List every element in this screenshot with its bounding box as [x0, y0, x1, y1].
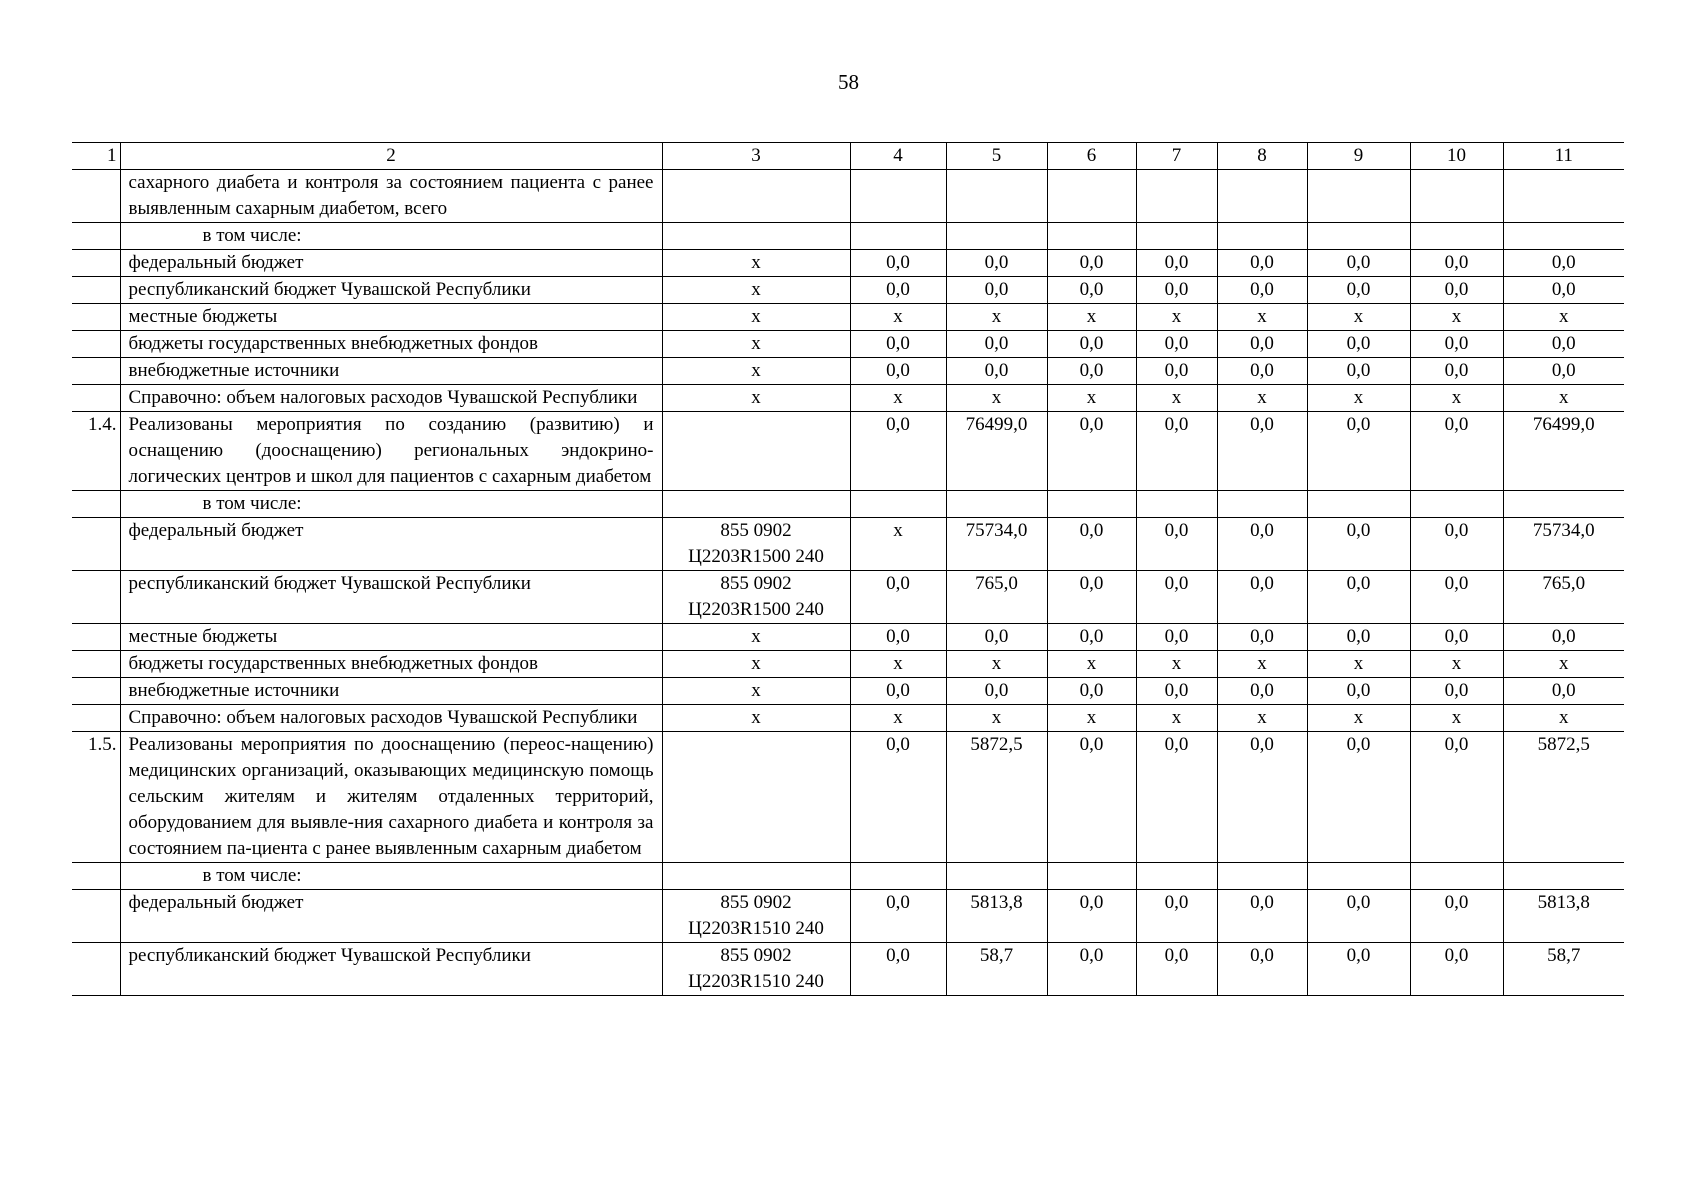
value-cell-col-10: 0,0: [1410, 250, 1503, 277]
page-number: 58: [838, 70, 859, 94]
row-number-cell: [72, 678, 120, 705]
value-cell-col-6: х: [1047, 651, 1136, 678]
row-name-cell: бюджеты государственных внебюджетных фондов: [120, 331, 662, 358]
value-cell-col-4: 0,0: [850, 624, 946, 651]
value-cell-col-9: 0,0: [1307, 518, 1410, 571]
row-name-cell: федеральный бюджет: [120, 518, 662, 571]
value-cell-col-6: [1047, 491, 1136, 518]
value-cell-col-11: х: [1503, 705, 1624, 732]
row-number-cell: [72, 223, 120, 250]
value-cell-col-9: 0,0: [1307, 358, 1410, 385]
value-cell-col-5: 0,0: [946, 277, 1047, 304]
column-header-11: 11: [1503, 143, 1624, 170]
value-cell-col-10: х: [1410, 385, 1503, 412]
value-cell-col-6: х: [1047, 385, 1136, 412]
row-number-cell: 1.5.: [72, 732, 120, 863]
value-cell-col-6: 0,0: [1047, 943, 1136, 996]
value-cell-col-9: 0,0: [1307, 277, 1410, 304]
value-cell-col-5: 0,0: [946, 358, 1047, 385]
value-cell-col-8: 0,0: [1217, 943, 1307, 996]
value-cell-col-4: [850, 491, 946, 518]
value-cell-col-8: [1217, 863, 1307, 890]
value-cell-col-8: х: [1217, 304, 1307, 331]
column-header-7: 7: [1136, 143, 1217, 170]
value-cell-col-7: [1136, 170, 1217, 223]
table-row: [72, 304, 1624, 331]
column-header-2: 2: [120, 143, 662, 170]
value-cell-col-8: 0,0: [1217, 331, 1307, 358]
value-cell-col-11: 58,7: [1503, 943, 1624, 996]
table-row: [72, 518, 1624, 571]
budget-code-cell: 855 0902 Ц2203R1500 240: [662, 571, 850, 624]
table-row: [72, 571, 1624, 624]
value-cell-col-10: 0,0: [1410, 331, 1503, 358]
value-cell-col-9: х: [1307, 385, 1410, 412]
budget-code-cell: [662, 223, 850, 250]
budget-table: [72, 142, 1624, 996]
value-cell-col-10: 0,0: [1410, 412, 1503, 491]
value-cell-col-4: [850, 223, 946, 250]
column-header-6: 6: [1047, 143, 1136, 170]
table-body: [72, 170, 1624, 996]
budget-code-cell: х: [662, 358, 850, 385]
row-number-cell: [72, 624, 120, 651]
value-cell-col-4: 0,0: [850, 412, 946, 491]
value-cell-col-5: х: [946, 385, 1047, 412]
table-row: [72, 250, 1624, 277]
value-cell-col-6: [1047, 863, 1136, 890]
value-cell-col-7: 0,0: [1136, 624, 1217, 651]
value-cell-col-9: 0,0: [1307, 571, 1410, 624]
value-cell-col-5: 5872,5: [946, 732, 1047, 863]
value-cell-col-10: х: [1410, 304, 1503, 331]
value-cell-col-10: [1410, 223, 1503, 250]
budget-code-cell: [662, 170, 850, 223]
budget-code-cell: х: [662, 385, 850, 412]
column-header-1: 1: [72, 143, 120, 170]
table-row: [72, 624, 1624, 651]
column-header-8: 8: [1217, 143, 1307, 170]
row-name-cell: в том числе:: [120, 223, 662, 250]
value-cell-col-6: х: [1047, 705, 1136, 732]
value-cell-col-11: 0,0: [1503, 250, 1624, 277]
value-cell-col-11: 76499,0: [1503, 412, 1624, 491]
row-number-cell: [72, 571, 120, 624]
value-cell-col-7: 0,0: [1136, 943, 1217, 996]
value-cell-col-11: х: [1503, 385, 1624, 412]
row-number-cell: [72, 277, 120, 304]
value-cell-col-6: [1047, 223, 1136, 250]
value-cell-col-8: х: [1217, 705, 1307, 732]
value-cell-col-10: 0,0: [1410, 358, 1503, 385]
value-cell-col-9: 0,0: [1307, 250, 1410, 277]
value-cell-col-9: 0,0: [1307, 412, 1410, 491]
row-number-cell: [72, 491, 120, 518]
budget-code-cell: [662, 491, 850, 518]
table-row: [72, 412, 1624, 491]
value-cell-col-9: 0,0: [1307, 678, 1410, 705]
value-cell-col-5: [946, 170, 1047, 223]
value-cell-col-6: 0,0: [1047, 518, 1136, 571]
value-cell-col-6: 0,0: [1047, 571, 1136, 624]
value-cell-col-8: [1217, 491, 1307, 518]
value-cell-col-5: [946, 223, 1047, 250]
value-cell-col-10: 0,0: [1410, 624, 1503, 651]
value-cell-col-8: 0,0: [1217, 678, 1307, 705]
value-cell-col-5: 0,0: [946, 678, 1047, 705]
table-row: [72, 331, 1624, 358]
value-cell-col-6: 0,0: [1047, 277, 1136, 304]
value-cell-col-4: 0,0: [850, 571, 946, 624]
value-cell-col-10: [1410, 491, 1503, 518]
table-row: [72, 943, 1624, 996]
value-cell-col-4: х: [850, 304, 946, 331]
value-cell-col-10: 0,0: [1410, 890, 1503, 943]
budget-code-cell: х: [662, 624, 850, 651]
value-cell-col-4: 0,0: [850, 331, 946, 358]
value-cell-col-7: [1136, 223, 1217, 250]
table-row: [72, 491, 1624, 518]
value-cell-col-8: х: [1217, 651, 1307, 678]
value-cell-col-4: 0,0: [850, 250, 946, 277]
value-cell-col-11: [1503, 863, 1624, 890]
value-cell-col-7: [1136, 491, 1217, 518]
value-cell-col-5: 76499,0: [946, 412, 1047, 491]
row-name-cell: внебюджетные источники: [120, 678, 662, 705]
value-cell-col-9: 0,0: [1307, 890, 1410, 943]
value-cell-col-4: 0,0: [850, 732, 946, 863]
value-cell-col-6: 0,0: [1047, 250, 1136, 277]
value-cell-col-5: 58,7: [946, 943, 1047, 996]
value-cell-col-4: х: [850, 705, 946, 732]
value-cell-col-10: 0,0: [1410, 732, 1503, 863]
row-number-cell: [72, 705, 120, 732]
column-header-10: 10: [1410, 143, 1503, 170]
value-cell-col-10: [1410, 863, 1503, 890]
value-cell-col-7: х: [1136, 385, 1217, 412]
value-cell-col-7: х: [1136, 304, 1217, 331]
row-number-cell: [72, 890, 120, 943]
row-number-cell: [72, 943, 120, 996]
value-cell-col-10: х: [1410, 651, 1503, 678]
budget-code-cell: х: [662, 277, 850, 304]
value-cell-col-4: [850, 863, 946, 890]
value-cell-col-4: 0,0: [850, 943, 946, 996]
row-name-cell: республиканский бюджет Чувашской Республики: [120, 571, 662, 624]
value-cell-col-11: 75734,0: [1503, 518, 1624, 571]
value-cell-col-11: [1503, 491, 1624, 518]
budget-code-cell: [662, 863, 850, 890]
value-cell-col-7: [1136, 863, 1217, 890]
row-name-cell: Справочно: объем налоговых расходов Чувашской Республики: [120, 705, 662, 732]
value-cell-col-8: 0,0: [1217, 571, 1307, 624]
value-cell-col-4: 0,0: [850, 277, 946, 304]
row-name-cell: республиканский бюджет Чувашской Республики: [120, 943, 662, 996]
value-cell-col-5: 5813,8: [946, 890, 1047, 943]
budget-code-cell: 855 0902 Ц2203R1500 240: [662, 518, 850, 571]
row-name-cell: федеральный бюджет: [120, 890, 662, 943]
value-cell-col-11: х: [1503, 304, 1624, 331]
value-cell-col-6: 0,0: [1047, 358, 1136, 385]
value-cell-col-7: 0,0: [1136, 412, 1217, 491]
row-name-cell: республиканский бюджет Чувашской Республики: [120, 277, 662, 304]
value-cell-col-5: [946, 491, 1047, 518]
row-name-cell: бюджеты государственных внебюджетных фондов: [120, 651, 662, 678]
value-cell-col-6: 0,0: [1047, 890, 1136, 943]
row-number-cell: [72, 358, 120, 385]
value-cell-col-9: [1307, 170, 1410, 223]
value-cell-col-7: 0,0: [1136, 277, 1217, 304]
value-cell-col-8: 0,0: [1217, 358, 1307, 385]
value-cell-col-10: х: [1410, 705, 1503, 732]
value-cell-col-5: х: [946, 651, 1047, 678]
value-cell-col-6: 0,0: [1047, 678, 1136, 705]
column-header-3: 3: [662, 143, 850, 170]
row-number-cell: [72, 250, 120, 277]
value-cell-col-8: х: [1217, 385, 1307, 412]
value-cell-col-7: 0,0: [1136, 571, 1217, 624]
value-cell-col-4: х: [850, 385, 946, 412]
budget-code-cell: х: [662, 250, 850, 277]
value-cell-col-9: [1307, 863, 1410, 890]
row-name-cell: федеральный бюджет: [120, 250, 662, 277]
row-number-cell: [72, 518, 120, 571]
value-cell-col-9: 0,0: [1307, 331, 1410, 358]
column-header-9: 9: [1307, 143, 1410, 170]
value-cell-col-5: 0,0: [946, 250, 1047, 277]
value-cell-col-8: 0,0: [1217, 250, 1307, 277]
value-cell-col-5: 0,0: [946, 331, 1047, 358]
value-cell-col-7: 0,0: [1136, 732, 1217, 863]
value-cell-col-8: [1217, 170, 1307, 223]
budget-code-cell: [662, 412, 850, 491]
value-cell-col-8: 0,0: [1217, 518, 1307, 571]
table-row: [72, 678, 1624, 705]
value-cell-col-11: 5813,8: [1503, 890, 1624, 943]
value-cell-col-11: х: [1503, 651, 1624, 678]
value-cell-col-11: [1503, 223, 1624, 250]
budget-code-cell: х: [662, 651, 850, 678]
value-cell-col-9: х: [1307, 705, 1410, 732]
value-cell-col-9: 0,0: [1307, 943, 1410, 996]
table-row: [72, 863, 1624, 890]
value-cell-col-5: х: [946, 705, 1047, 732]
value-cell-col-7: 0,0: [1136, 358, 1217, 385]
value-cell-col-11: 5872,5: [1503, 732, 1624, 863]
value-cell-col-7: 0,0: [1136, 890, 1217, 943]
value-cell-col-4: 0,0: [850, 678, 946, 705]
table-row: [72, 705, 1624, 732]
row-number-cell: [72, 331, 120, 358]
row-number-cell: 1.4.: [72, 412, 120, 491]
value-cell-col-7: 0,0: [1136, 331, 1217, 358]
value-cell-col-7: х: [1136, 651, 1217, 678]
value-cell-col-10: 0,0: [1410, 678, 1503, 705]
table-row: [72, 223, 1624, 250]
value-cell-col-10: [1410, 170, 1503, 223]
row-number-cell: [72, 385, 120, 412]
value-cell-col-8: [1217, 223, 1307, 250]
value-cell-col-4: х: [850, 518, 946, 571]
value-cell-col-9: [1307, 223, 1410, 250]
value-cell-col-9: х: [1307, 304, 1410, 331]
table-row: [72, 651, 1624, 678]
row-number-cell: [72, 170, 120, 223]
value-cell-col-7: 0,0: [1136, 678, 1217, 705]
value-cell-col-8: 0,0: [1217, 732, 1307, 863]
value-cell-col-7: х: [1136, 705, 1217, 732]
value-cell-col-9: 0,0: [1307, 624, 1410, 651]
row-name-cell: Реализованы мероприятия по созданию (развитию) и оснащению (дооснащению) региональных эндокрино-логических центров и школ для пациентов с сахарным диабетом: [120, 412, 662, 491]
table-header-row: [72, 143, 1624, 170]
column-header-5: 5: [946, 143, 1047, 170]
table-row: [72, 358, 1624, 385]
value-cell-col-6: 0,0: [1047, 732, 1136, 863]
value-cell-col-11: 0,0: [1503, 678, 1624, 705]
table-row: [72, 385, 1624, 412]
value-cell-col-11: 765,0: [1503, 571, 1624, 624]
value-cell-col-10: 0,0: [1410, 277, 1503, 304]
value-cell-col-6: х: [1047, 304, 1136, 331]
row-name-cell: внебюджетные источники: [120, 358, 662, 385]
value-cell-col-5: [946, 863, 1047, 890]
row-number-cell: [72, 863, 120, 890]
value-cell-col-10: 0,0: [1410, 943, 1503, 996]
value-cell-col-8: 0,0: [1217, 277, 1307, 304]
value-cell-col-5: х: [946, 304, 1047, 331]
value-cell-col-11: 0,0: [1503, 624, 1624, 651]
value-cell-col-5: 75734,0: [946, 518, 1047, 571]
table-row: [72, 890, 1624, 943]
value-cell-col-11: [1503, 170, 1624, 223]
budget-code-cell: [662, 732, 850, 863]
value-cell-col-6: 0,0: [1047, 331, 1136, 358]
value-cell-col-9: х: [1307, 651, 1410, 678]
budget-code-cell: х: [662, 705, 850, 732]
row-name-cell: в том числе:: [120, 863, 662, 890]
row-name-cell: в том числе:: [120, 491, 662, 518]
value-cell-col-6: [1047, 170, 1136, 223]
value-cell-col-6: 0,0: [1047, 624, 1136, 651]
value-cell-col-4: 0,0: [850, 890, 946, 943]
table-row: [72, 170, 1624, 223]
value-cell-col-8: 0,0: [1217, 624, 1307, 651]
row-number-cell: [72, 651, 120, 678]
value-cell-col-4: 0,0: [850, 358, 946, 385]
table-row: [72, 277, 1624, 304]
value-cell-col-8: 0,0: [1217, 412, 1307, 491]
row-number-cell: [72, 304, 120, 331]
value-cell-col-7: 0,0: [1136, 518, 1217, 571]
value-cell-col-11: 0,0: [1503, 358, 1624, 385]
row-name-cell: сахарного диабета и контроля за состоянием пациента с ранее выявленным сахарным диабетом, всего: [120, 170, 662, 223]
column-header-4: 4: [850, 143, 946, 170]
row-name-cell: местные бюджеты: [120, 304, 662, 331]
budget-code-cell: х: [662, 331, 850, 358]
value-cell-col-4: [850, 170, 946, 223]
table-row: [72, 732, 1624, 863]
value-cell-col-8: 0,0: [1217, 890, 1307, 943]
row-name-cell: Реализованы мероприятия по дооснащению (переос-нащению) медицинских организаций, оказывающих медицинскую помощь сельским жителям и жителям отдаленных территорий, оборудованием для выявле-ния сахарного диабета и контроля за состоянием па-циента с ранее выявленным сахарным диабетом: [120, 732, 662, 863]
value-cell-col-5: 0,0: [946, 624, 1047, 651]
value-cell-col-11: 0,0: [1503, 277, 1624, 304]
value-cell-col-11: 0,0: [1503, 331, 1624, 358]
budget-code-cell: 855 0902 Ц2203R1510 240: [662, 943, 850, 996]
value-cell-col-6: 0,0: [1047, 412, 1136, 491]
value-cell-col-9: 0,0: [1307, 732, 1410, 863]
value-cell-col-4: х: [850, 651, 946, 678]
value-cell-col-9: [1307, 491, 1410, 518]
budget-code-cell: 855 0902 Ц2203R1510 240: [662, 890, 850, 943]
value-cell-col-10: 0,0: [1410, 518, 1503, 571]
row-name-cell: местные бюджеты: [120, 624, 662, 651]
budget-code-cell: х: [662, 678, 850, 705]
value-cell-col-5: 765,0: [946, 571, 1047, 624]
value-cell-col-10: 0,0: [1410, 571, 1503, 624]
value-cell-col-7: 0,0: [1136, 250, 1217, 277]
budget-code-cell: х: [662, 304, 850, 331]
row-name-cell: Справочно: объем налоговых расходов Чувашской Республики: [120, 385, 662, 412]
